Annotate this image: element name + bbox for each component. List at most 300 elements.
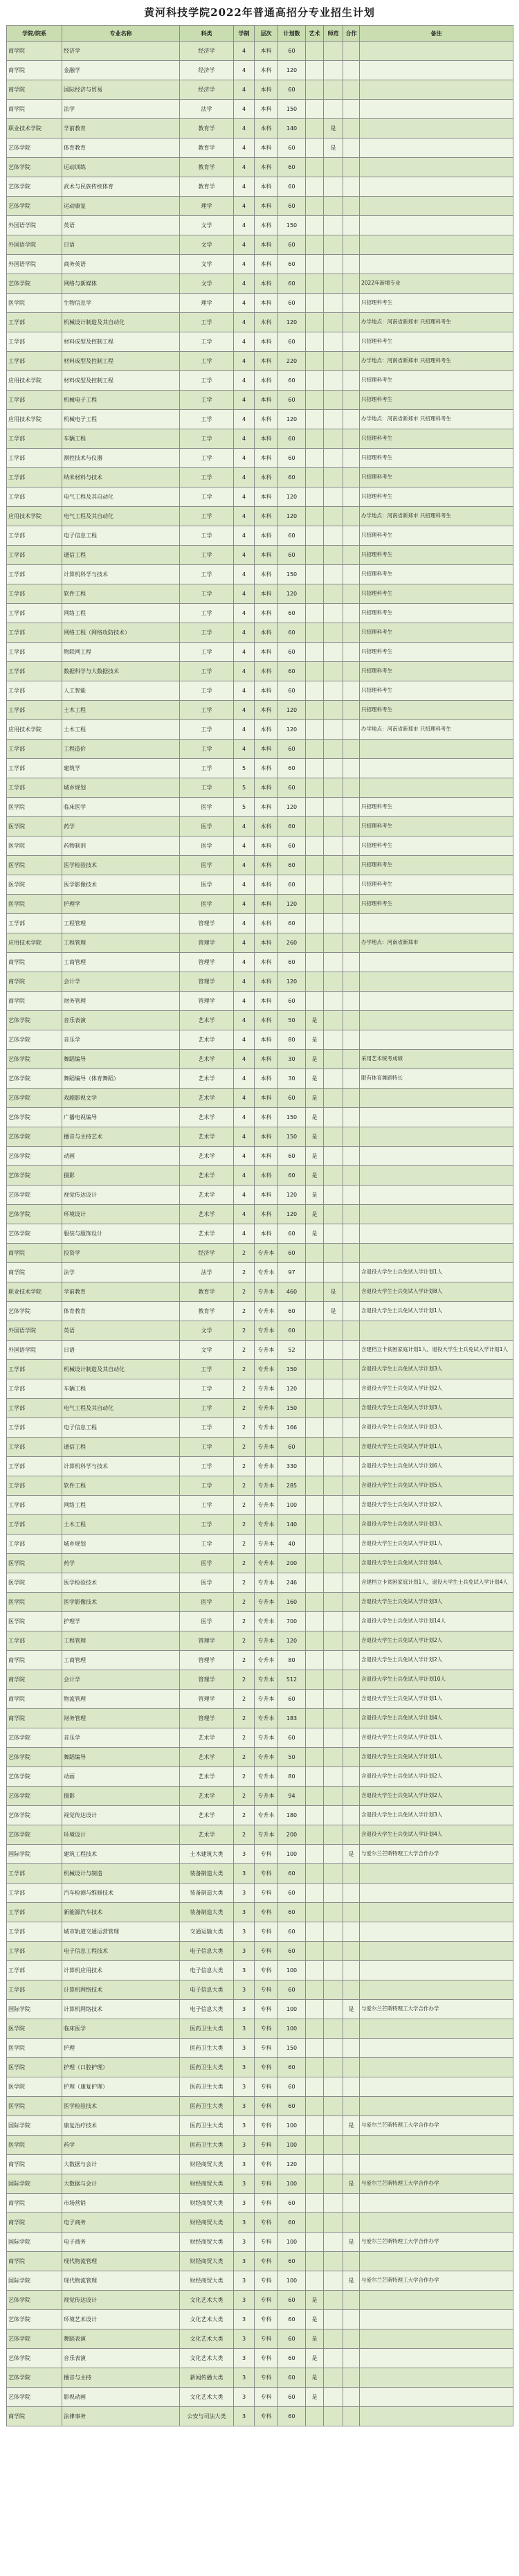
cell-art [306,2077,324,2097]
cell-teacher [324,1806,343,1825]
cell-category: 艺术学 [180,1050,234,1069]
cell-art [306,1399,324,1418]
cell-category: 教育学 [180,1302,234,1321]
cell-coop [343,42,360,61]
table-row [7,2174,513,2194]
cell-duration: 3 [234,2039,255,2058]
cell-teacher [324,410,343,429]
cell-category: 工学 [180,546,234,565]
cell-duration: 2 [234,1535,255,1554]
cell-coop [343,1535,360,1554]
cell-category: 文学 [180,274,234,294]
cell-category: 管理学 [180,1670,234,1690]
cell-art: 是 [306,1050,324,1069]
cell-college: 艺体学院 [7,1825,62,1845]
cell-major: 物联网工程 [62,643,180,662]
cell-level: 专科 [255,2388,278,2407]
cell-teacher [324,1244,343,1263]
table-row [7,681,513,701]
cell-coop [343,1554,360,1573]
cell-teacher [324,274,343,294]
cell-teacher [324,1670,343,1690]
cell-teacher [324,1825,343,1845]
cell-quota: 183 [278,1709,306,1728]
cell-quota: 160 [278,1593,306,1612]
cell-coop [343,2329,360,2349]
table-row [7,1418,513,1438]
cell-coop [343,177,360,197]
cell-quota: 120 [278,507,306,526]
cell-duration: 5 [234,778,255,798]
header-remark: 备注 [360,26,513,42]
cell-art [306,1806,324,1825]
cell-quota: 60 [278,42,306,61]
cell-level: 专升本 [255,1263,278,1282]
cell-coop [343,2155,360,2174]
cell-level: 专科 [255,2194,278,2213]
cell-teacher [324,953,343,972]
cell-duration: 2 [234,1612,255,1631]
cell-quota: 60 [278,2407,306,2426]
cell-college: 艺体学院 [7,274,62,294]
cell-category: 艺术学 [180,1767,234,1787]
cell-art [306,1728,324,1748]
cell-duration: 2 [234,1438,255,1457]
cell-duration: 4 [234,119,255,138]
cell-remark [360,972,513,992]
cell-remark: 含退役大学生士兵免试入学计划2人 [360,1651,513,1670]
cell-college: 国际学院 [7,2174,62,2194]
cell-art [306,2000,324,2019]
cell-art: 是 [306,2310,324,2329]
cell-teacher [324,1069,343,1089]
table-row [7,1942,513,1961]
table-row [7,1321,513,1341]
cell-major: 舞蹈表演 [62,2329,180,2349]
cell-college: 医学院 [7,2097,62,2116]
cell-coop [343,972,360,992]
cell-remark [360,2019,513,2039]
cell-duration: 4 [234,1147,255,1166]
cell-remark [360,1942,513,1961]
cell-teacher [324,2097,343,2116]
cell-quota: 60 [278,1302,306,1321]
cell-college: 艺体学院 [7,1205,62,1224]
cell-teacher [324,778,343,798]
cell-art: 是 [306,1030,324,1050]
cell-quota: 60 [278,391,306,410]
cell-teacher [324,2329,343,2349]
cell-college: 工学部 [7,1515,62,1535]
cell-quota: 60 [278,468,306,488]
cell-quota: 60 [278,2349,306,2368]
cell-category: 艺术学 [180,1011,234,1030]
cell-coop [343,332,360,352]
table-row [7,1302,513,1321]
cell-coop [343,313,360,332]
table-row [7,1438,513,1457]
cell-teacher [324,740,343,759]
cell-quota: 60 [278,778,306,798]
cell-coop [343,1341,360,1360]
cell-category: 医药卫生大类 [180,2039,234,2058]
cell-major: 电子信息工程技术 [62,1942,180,1961]
cell-remark: 含建档立卡贫困家庭计划1人，退役大学生士兵免试入学计划4人 [360,1573,513,1593]
cell-major: 临床医学 [62,2019,180,2039]
cell-quota: 40 [278,1535,306,1554]
cell-art [306,410,324,429]
cell-level: 专科 [255,2271,278,2291]
cell-coop [343,565,360,584]
cell-teacher [324,759,343,778]
cell-teacher [324,1379,343,1399]
cell-category: 艺术学 [180,1166,234,1186]
cell-duration: 4 [234,1089,255,1108]
table-row [7,895,513,914]
table-row [7,1360,513,1379]
cell-college: 应用技术学院 [7,720,62,740]
cell-college: 工学部 [7,429,62,449]
cell-coop [343,1884,360,1903]
table-row [7,1728,513,1748]
cell-coop [343,468,360,488]
cell-art [306,2136,324,2155]
cell-major: 网络工程 [62,604,180,623]
table-row [7,546,513,565]
cell-coop [343,61,360,80]
table-row [7,1282,513,1302]
cell-remark [360,1961,513,1980]
cell-remark [360,778,513,798]
cell-category: 医学 [180,1593,234,1612]
cell-quota: 50 [278,1748,306,1767]
cell-duration: 3 [234,2329,255,2349]
cell-quota: 60 [278,1166,306,1186]
cell-level: 本科 [255,138,278,158]
cell-major: 市场营销 [62,2194,180,2213]
cell-level: 本科 [255,216,278,235]
cell-level: 专科 [255,2077,278,2097]
cell-quota: 120 [278,798,306,817]
cell-category: 医学 [180,837,234,856]
cell-level: 本科 [255,468,278,488]
cell-major: 电子信息工程 [62,526,180,546]
cell-quota: 60 [278,1942,306,1961]
cell-category: 文化艺术大类 [180,2310,234,2329]
cell-remark: 只招理科考生 [360,449,513,468]
cell-remark: 只招理科考生 [360,468,513,488]
cell-coop [343,1651,360,1670]
cell-quota: 100 [278,2019,306,2039]
cell-major: 软件工程 [62,584,180,604]
cell-college: 工学部 [7,1903,62,1922]
cell-college: 工学部 [7,681,62,701]
header-art: 艺术 [306,26,324,42]
cell-duration: 3 [234,2174,255,2194]
cell-art [306,1379,324,1399]
cell-remark: 限有体育舞蹈特长 [360,1069,513,1089]
cell-major: 现代物流管理 [62,2271,180,2291]
cell-quota: 60 [278,1244,306,1263]
cell-level: 本科 [255,119,278,138]
table-row [7,2039,513,2058]
header-level: 层次 [255,26,278,42]
cell-major: 音乐表演 [62,1011,180,1030]
cell-art [306,1631,324,1651]
cell-duration: 3 [234,2233,255,2252]
cell-quota: 150 [278,1399,306,1418]
cell-quota: 120 [278,1205,306,1224]
cell-teacher [324,158,343,177]
cell-art [306,468,324,488]
cell-teacher [324,2136,343,2155]
cell-college: 艺体学院 [7,158,62,177]
table-row [7,1651,513,1670]
cell-coop [343,1379,360,1399]
cell-teacher [324,1399,343,1418]
cell-quota: 60 [278,449,306,468]
cell-level: 本科 [255,1166,278,1186]
cell-level: 本科 [255,895,278,914]
cell-remark: 只招理科考生 [360,643,513,662]
cell-duration: 2 [234,1593,255,1612]
cell-duration: 3 [234,2407,255,2426]
table-row [7,1612,513,1631]
cell-college: 工学部 [7,565,62,584]
cell-category: 艺术学 [180,1825,234,1845]
cell-major: 武术与民族传统体育 [62,177,180,197]
cell-college: 艺体学院 [7,2368,62,2388]
cell-major: 护理学 [62,895,180,914]
table-row [7,584,513,604]
cell-category: 工学 [180,1379,234,1399]
cell-remark: 与爱尔兰芒斯特理工大学合作办学 [360,1845,513,1864]
cell-teacher [324,565,343,584]
cell-coop [343,274,360,294]
cell-category: 工学 [180,662,234,681]
cell-category: 医药卫生大类 [180,2097,234,2116]
cell-art [306,429,324,449]
table-row [7,1922,513,1942]
cell-major: 英语 [62,1321,180,1341]
table-row [7,2058,513,2077]
header-teacher: 师范 [324,26,343,42]
cell-teacher [324,914,343,933]
table-row [7,972,513,992]
cell-level: 本科 [255,61,278,80]
cell-teacher [324,1263,343,1282]
cell-level: 专升本 [255,1748,278,1767]
cell-art [306,352,324,371]
cell-duration: 3 [234,2349,255,2368]
cell-major: 城乡规划 [62,778,180,798]
cell-art [306,1961,324,1980]
cell-quota: 100 [278,2271,306,2291]
cell-coop [343,875,360,895]
cell-quota: 60 [278,371,306,391]
cell-coop [343,526,360,546]
cell-duration: 2 [234,1341,255,1360]
cell-level: 专科 [255,2097,278,2116]
cell-quota: 60 [278,837,306,856]
cell-major: 软件工程 [62,1476,180,1496]
cell-quota: 512 [278,1670,306,1690]
cell-quota: 200 [278,1825,306,1845]
cell-college: 商学院 [7,2155,62,2174]
table-row [7,759,513,778]
cell-college: 工学部 [7,1961,62,1980]
cell-art [306,80,324,100]
table-header [7,26,513,42]
cell-level: 专科 [255,2116,278,2136]
cell-teacher [324,1166,343,1186]
table-row [7,1205,513,1224]
cell-remark [360,216,513,235]
cell-category: 工学 [180,1496,234,1515]
cell-major: 学前教育 [62,119,180,138]
cell-level: 本科 [255,565,278,584]
cell-art [306,1244,324,1263]
cell-category: 管理学 [180,1631,234,1651]
cell-teacher [324,1050,343,1069]
cell-category: 公安与司法大类 [180,2407,234,2426]
cell-college: 应用技术学院 [7,410,62,429]
cell-major: 药学 [62,2136,180,2155]
cell-category: 医药卫生大类 [180,2019,234,2039]
cell-duration: 4 [234,1050,255,1069]
cell-level: 本科 [255,488,278,507]
cell-level: 本科 [255,1050,278,1069]
table-row [7,1903,513,1922]
cell-art [306,1942,324,1961]
cell-coop [343,1069,360,1089]
cell-level: 专科 [255,1845,278,1864]
cell-major: 车辆工程 [62,1379,180,1399]
table-row [7,740,513,759]
cell-teacher [324,1612,343,1631]
cell-quota: 150 [278,1360,306,1379]
cell-college: 国际学院 [7,1845,62,1864]
cell-major: 工程管理 [62,1631,180,1651]
cell-major: 大数据与会计 [62,2155,180,2174]
cell-teacher [324,313,343,332]
cell-category: 财经商贸大类 [180,2194,234,2213]
cell-teacher [324,584,343,604]
cell-college: 商学院 [7,1244,62,1263]
cell-art [306,332,324,352]
cell-teacher [324,1903,343,1922]
table-row [7,2077,513,2097]
cell-art [306,565,324,584]
cell-college: 应用技术学院 [7,507,62,526]
table-row [7,1108,513,1127]
cell-level: 专科 [255,2349,278,2368]
cell-quota: 120 [278,61,306,80]
cell-category: 管理学 [180,1709,234,1728]
cell-quota: 60 [278,1728,306,1748]
cell-art [306,2194,324,2213]
cell-remark [360,1147,513,1166]
cell-major: 电子商务 [62,2233,180,2252]
cell-quota: 60 [278,1980,306,2000]
cell-duration: 4 [234,294,255,313]
cell-level: 本科 [255,1205,278,1224]
cell-duration: 4 [234,914,255,933]
cell-category: 财经商贸大类 [180,2233,234,2252]
cell-teacher [324,429,343,449]
cell-art [306,1825,324,1845]
table-row [7,1186,513,1205]
cell-remark: 含退役大学生士兵免试入学计划2人 [360,1496,513,1515]
cell-category: 艺术学 [180,1127,234,1147]
cell-duration: 4 [234,371,255,391]
cell-teacher [324,933,343,953]
cell-college: 应用技术学院 [7,933,62,953]
cell-level: 本科 [255,449,278,468]
cell-major: 经济学 [62,42,180,61]
cell-coop [343,1612,360,1631]
cell-art [306,546,324,565]
cell-art [306,2019,324,2039]
cell-category: 经济学 [180,42,234,61]
cell-level: 本科 [255,1108,278,1127]
cell-quota: 60 [278,740,306,759]
cell-teacher [324,2077,343,2097]
cell-coop [343,933,360,953]
cell-duration: 2 [234,1476,255,1496]
cell-art [306,1418,324,1438]
cell-college: 商学院 [7,100,62,119]
cell-duration: 4 [234,255,255,274]
cell-major: 环境艺术设计 [62,2310,180,2329]
cell-quota: 60 [278,332,306,352]
cell-remark: 含退役大学生士兵免试入学计划2人 [360,1631,513,1651]
cell-remark: 含退役大学生士兵免试入学计划10人 [360,1670,513,1690]
cell-category: 经济学 [180,80,234,100]
table-row [7,1573,513,1593]
cell-remark: 只招理科考生 [360,662,513,681]
cell-category: 艺术学 [180,1108,234,1127]
cell-remark: 含退役大学生士兵免试入学计划4人 [360,1554,513,1573]
cell-remark: 办学地点：河南省新郑市 只招理科考生 [360,720,513,740]
cell-quota: 60 [278,255,306,274]
cell-college: 工学部 [7,1438,62,1457]
cell-major: 日语 [62,235,180,255]
cell-category: 电子信息大类 [180,1942,234,1961]
cell-college: 艺体学院 [7,1787,62,1806]
cell-quota: 60 [278,953,306,972]
cell-quota: 80 [278,1651,306,1670]
table-row [7,2116,513,2136]
table-row [7,992,513,1011]
cell-quota: 60 [278,1321,306,1341]
table-row [7,623,513,643]
cell-remark: 与爱尔兰芒斯特理工大学合作办学 [360,2233,513,2252]
cell-teacher [324,2000,343,2019]
cell-quota: 180 [278,1806,306,1825]
cell-art [306,759,324,778]
cell-art: 是 [306,2291,324,2310]
table-row [7,2252,513,2271]
cell-level: 本科 [255,759,278,778]
cell-college: 商学院 [7,972,62,992]
cell-major: 土木工程 [62,1515,180,1535]
table-row [7,1379,513,1399]
cell-major: 医学影像技术 [62,1593,180,1612]
table-row [7,875,513,895]
cell-major: 体育教育 [62,138,180,158]
cell-category: 工学 [180,468,234,488]
